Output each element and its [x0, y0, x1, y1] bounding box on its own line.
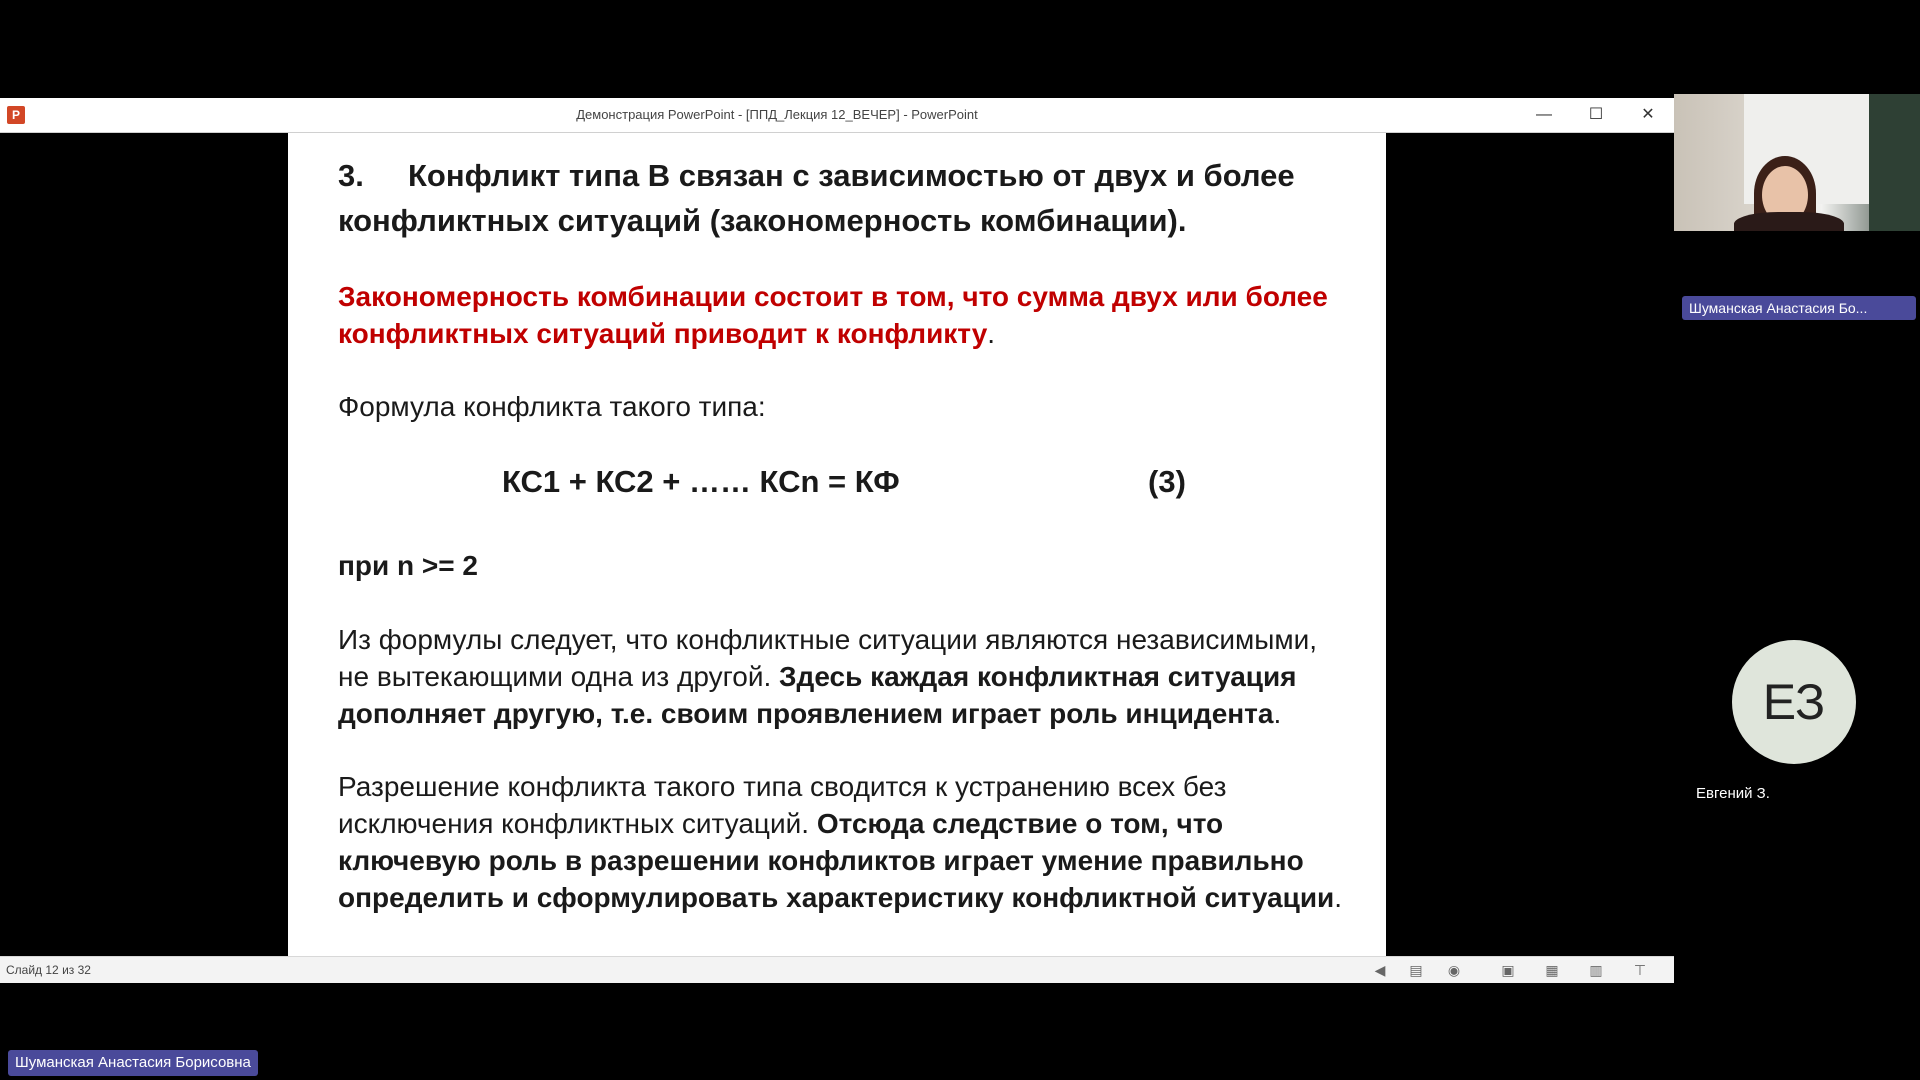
paragraph-1-bold: Здесь каждая конфликтная ситуация дополняет другую, т.е. своим проявлением играет роль инцидента [338, 661, 1297, 729]
close-button[interactable]: ✕ [1641, 106, 1655, 123]
slide-heading [338, 153, 1348, 243]
paragraph-2-normal: Разрешение конфликта такого типа сводится к устранению всех без исключения конфликтных ситуаций. [338, 771, 1227, 839]
slide-counter: Слайд 12 из 32 [6, 963, 91, 977]
red-rule-body: Закономерность комбинации состоит в том, что сумма двух или более конфликтных ситуаций приводит к конфликту [338, 281, 1328, 349]
window-title: Демонстрация PowerPoint - [ППД_Лекция 12_ВЕЧЕР] - PowerPoint [576, 107, 978, 122]
notes-icon[interactable]: ▤ [1409, 962, 1423, 978]
formula: КС1 + КС2 + …… КСn = КФ [502, 464, 900, 499]
powerpoint-app-icon: P [7, 106, 25, 124]
status-bar [0, 956, 1674, 983]
minimize-button[interactable]: — [1536, 106, 1552, 123]
paragraph-1 [338, 621, 1348, 732]
participant-name: Евгений З. [1696, 785, 1770, 802]
formula-intro: Формула конфликта такого типа: [338, 391, 766, 422]
title-bar [0, 98, 1674, 133]
slide[interactable] [288, 133, 1386, 956]
reading-view-icon[interactable]: ▥ [1589, 962, 1603, 978]
red-rule-end: . [987, 318, 996, 349]
normal-view-icon[interactable]: ▣ [1501, 962, 1515, 978]
formula-condition: при n >= 2 [338, 550, 478, 581]
paragraph-2 [338, 768, 1348, 916]
paragraph-1-normal: Из формулы следует, что конфликтные ситуации являются независимыми, не вытекающими одна из другой. [338, 624, 1318, 692]
play-icon[interactable]: ◉ [1447, 962, 1461, 978]
video-person-body [1734, 212, 1844, 231]
paragraph-2-end: . [1334, 882, 1343, 913]
formula-number: (3) [1148, 464, 1186, 499]
speaker-name-badge: Шуманская Анастасия Бо... [1682, 296, 1916, 320]
powerpoint-window [0, 98, 1674, 982]
speaker-video[interactable] [1674, 94, 1920, 231]
paragraph-1-end: . [1273, 698, 1282, 729]
slide-sorter-icon[interactable]: ▦ [1545, 962, 1559, 978]
heading-text: Конфликт типа В связан с зависимостью от двух и более конфликтных ситуаций (закономерность комбинации). [338, 158, 1295, 238]
previous-icon[interactable]: ◀ [1374, 962, 1386, 978]
slide-area [0, 133, 1674, 956]
presenter-name-badge: Шуманская Анастасия Борисовна [8, 1050, 258, 1076]
red-rule-text [338, 278, 1348, 352]
maximize-button[interactable]: ☐ [1588, 106, 1604, 123]
paragraph-2-bold: Отсюда следствие о том, что ключевую роль в разрешении конфликтов играет умение правильно определить и сформулировать характеристику конфликтной ситуации [338, 808, 1335, 913]
slideshow-icon[interactable]: ⊤ [1633, 962, 1647, 978]
participant-avatar[interactable]: ЕЗ [1732, 640, 1856, 764]
video-background-chalkboard [1869, 94, 1920, 231]
heading-number: 3. [338, 158, 364, 193]
